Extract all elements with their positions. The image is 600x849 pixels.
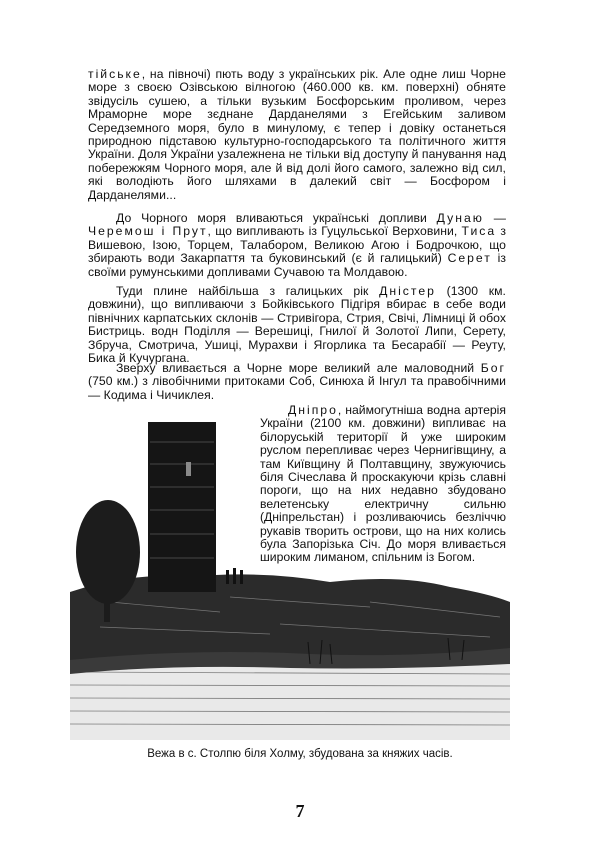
text-segment: Туди плине найбільша з галицьких рік xyxy=(116,284,380,298)
paragraph-text xyxy=(260,404,506,565)
river-name: Дністер xyxy=(379,284,436,298)
paragraph-dniester xyxy=(88,285,506,365)
text-segment: , на півночі) пють воду з українських рік. Але одне лиш Чорне море з своєю Озівською вілногою (460.000 кв. км. поверхні) обняте звідусіль сушею, а тільки вузьким Босфорським проливом, через Мраморне море зєднане Дарданелями з Егейським заливом Середземного моря, було в минулому, є тепер і довіку останеться природною підставою культурно-господарського та політичного життя України. Доля України узалежнена не тільки від доступу й панування над побережжям Чорного моря, але й від долі його самого, залежно від сил, які володіють його шляхами в далекий світ — Босфором і Дарданелями... xyxy=(88,67,506,202)
tower-window xyxy=(186,462,191,476)
paragraph-boh xyxy=(88,362,506,402)
text-segment: , наймогутніша водна артерія України (2100 км. довжини) випливає на білоруській території й уже широким руслом перепливає через Чернигівщину, а там Київщину й Полтавщину, звужуючись біля Січеслава й проскакуючи крізь славні пороги, що на них недавно збудовано велетенську електричну сильню (Дніпрельстан) і розливаючись безліччю рукавів творить острови, що на них колись була Запорізька Січ. До моря вливається широким лиманом, спільним із Богом. xyxy=(260,403,506,565)
river-name: Дунаю xyxy=(436,211,484,225)
tower xyxy=(148,422,216,592)
text-segment: Зверху вливається а Чорне море великий але маловодний xyxy=(116,361,481,375)
paragraph-text xyxy=(88,212,506,279)
text-segment: з Вишевою, Ізою, Торцем, Талабором, Великою Агою і Бодрочкою, що збирають води Закарпаття та буковинський (є й галицький) xyxy=(88,224,506,266)
text-segment: До Чорного моря вливаються українські допливи xyxy=(116,211,437,225)
figures xyxy=(226,568,243,584)
text-segment: (1300 км. довжини), що випливаючи з Бойківського Підгіря вбирає в себе води північних карпатських склонів — Стривігора, Стрия, Свічі, Лімниці й обох Бистриць. водн Поділля — Верешиці, Гнилої й Золотої Липи, Серету, Збруча, Смотрича, Ушиці, Мурахви і Ягорлика та Бесарабії — Реуту, Бика й Кучургана. xyxy=(88,284,506,366)
paragraph-dnipro xyxy=(260,404,506,565)
river-name: Дніпро xyxy=(288,403,338,417)
paragraph-text xyxy=(88,362,506,402)
text-segment: із своїми румунськими допливами Сучавою та Молдавою. xyxy=(88,251,506,279)
paragraph-text xyxy=(88,68,506,202)
text-segment: (750 км.) з лівобічними притоками Соб, Синюха й Інгул та правобічними — Кодима і Чичиклея. xyxy=(88,374,506,402)
paragraph-danube-tributaries xyxy=(88,212,506,279)
river-name: Тиса xyxy=(461,224,497,239)
illustration-caption: Вежа в с. Столпю біля Холму, збудована за княжих часів. xyxy=(147,748,453,760)
text-segment: — xyxy=(483,211,506,225)
paragraph-black-sea xyxy=(88,68,506,202)
river-name: Черемош і Прут xyxy=(88,224,208,239)
text-segment: тійське xyxy=(88,67,142,81)
river-name: Бог xyxy=(480,361,506,375)
river-name: Серет xyxy=(447,251,492,266)
paragraph-text xyxy=(88,285,506,365)
hill xyxy=(70,574,510,664)
page-number: 7 xyxy=(295,801,305,821)
text-segment: , що випливають із Гуцульської Верховини, xyxy=(207,224,462,239)
